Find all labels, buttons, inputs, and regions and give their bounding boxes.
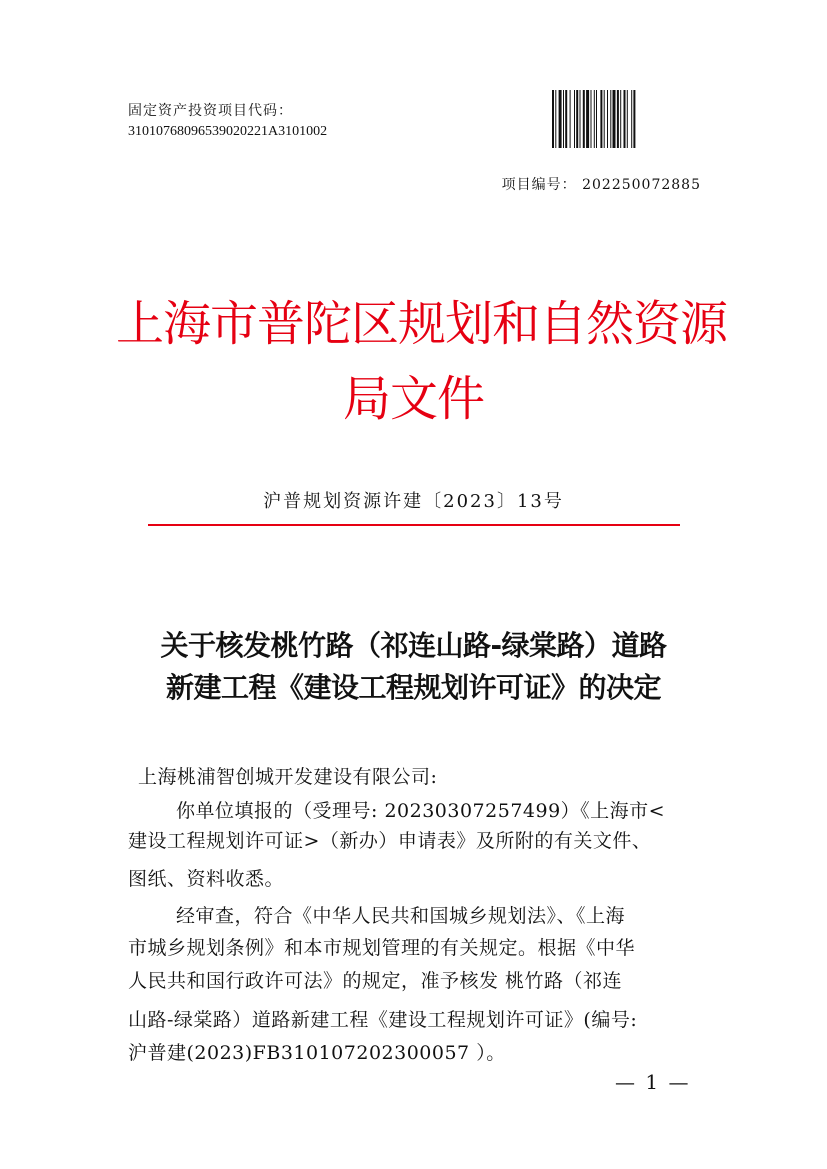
paragraph-line: 图纸、资料收悉。 [128,868,285,890]
barcode-bar [594,90,595,148]
document-number: 沪普规划资源许建〔2023〕13号 [263,491,564,512]
agency-title-line2: 局文件 [342,371,484,427]
barcode [552,90,690,148]
barcode-bar [555,90,556,148]
barcode-bar [620,90,621,148]
barcode-bar [565,90,567,148]
project-number: 项目编号： 202250072885 [501,177,701,193]
barcode-bar [600,90,602,148]
paragraph-line: 你单位填报的（受理号: 20230307257499）《上海市< [176,800,666,822]
barcode-bar [576,90,578,148]
barcode-bar [583,90,585,148]
barcode-bar [613,90,616,148]
barcode-bar [610,90,611,148]
barcode-bar [631,90,632,148]
page-number: — 1 — [615,1070,691,1094]
paragraph-line: 人民共和国行政许可法》的规定，准予核发 桃竹路（祁连 [128,970,623,992]
paragraph-line: 经审查，符合《中华人民共和国城乡规划法》、《上海 [176,905,626,927]
barcode-bar [604,90,605,148]
barcode-bar [580,90,581,148]
barcode-bar [574,90,575,148]
barcode-bar [633,90,635,148]
paragraph-line: 山路-绿棠路）道路新建工程《建设工程规划许可证》(编号: [128,1009,638,1031]
barcode-bar [607,90,608,148]
barcode-bar [591,90,592,148]
barcode-bar [596,90,597,148]
barcode-bar [586,90,589,148]
decision-title-line1: 关于核发桃竹路（祁连山路-绿棠路）道路 [160,629,667,662]
barcode-bar [563,90,564,148]
addressee: 上海桃浦智创城开发建设有限公司: [138,766,438,788]
barcode-bar [559,90,562,148]
barcode-bar [570,90,571,148]
barcode-bar [627,90,628,148]
barcode-bar [624,90,626,148]
investment-code-label: 固定资产投资项目代码： [128,103,293,119]
barcode-bar [617,90,619,148]
investment-code-value: 31010768096539020221A3101002 [128,124,328,139]
agency-title-line1: 上海市普陀区规划和自然资源 [115,296,727,352]
red-divider [148,524,680,526]
paragraph-line: 市城乡规划条例》和本市规划管理的有关规定。根据《中华 [128,937,636,959]
paragraph-line: 沪普建(2023)FB310107202300057 ）。 [128,1042,506,1064]
barcode-bar [552,90,554,148]
decision-title-line2: 新建工程《建设工程规划许可证》的决定 [165,671,661,704]
paragraph-line: 建设工程规划许可证>（新办）申请表》及所附的有关文件、 [128,830,652,852]
